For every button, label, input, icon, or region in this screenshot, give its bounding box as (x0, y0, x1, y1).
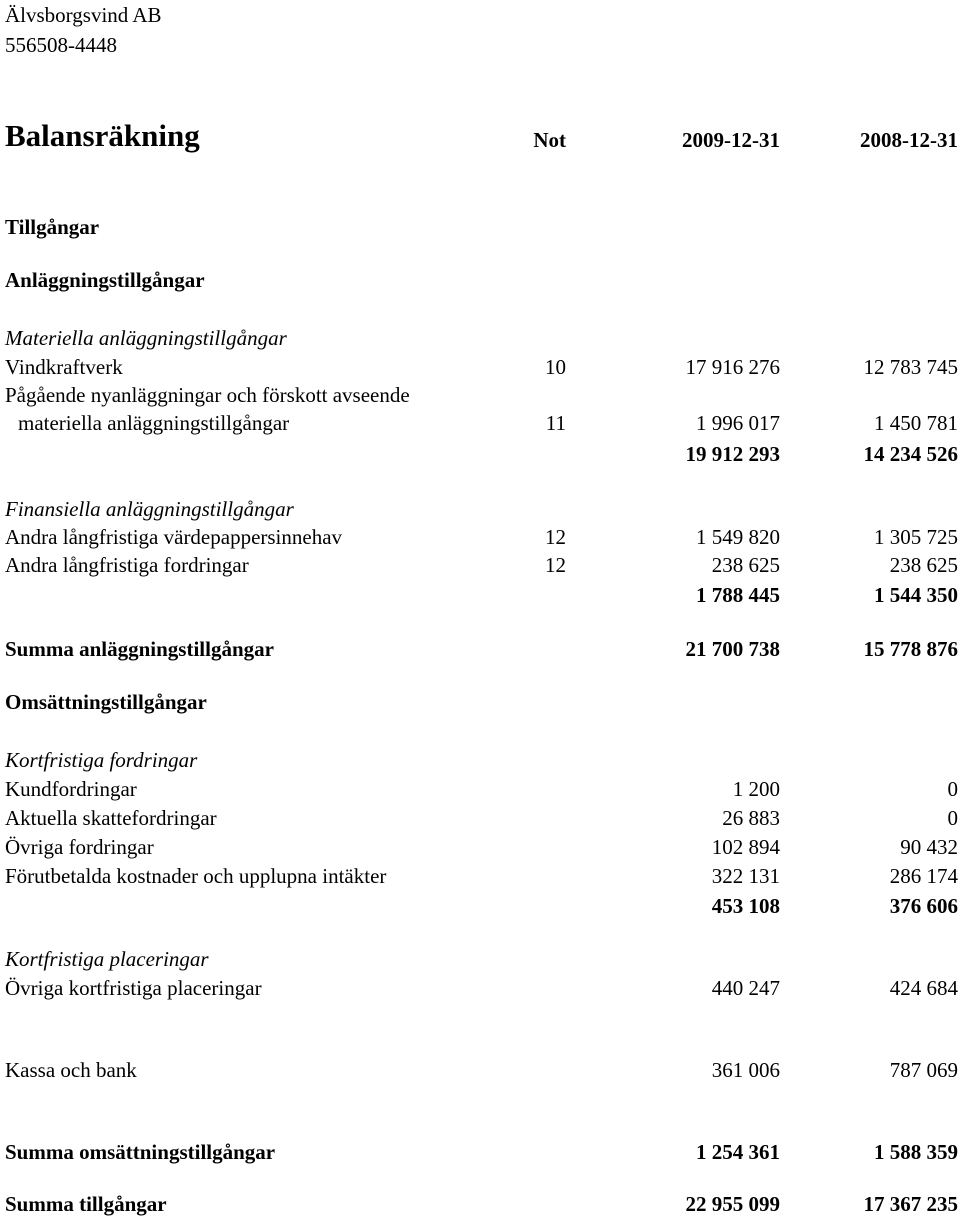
total-anlaggning-2009: 21 700 738 (685, 637, 780, 661)
row-ovriga-placeringar-label: Övriga kortfristiga placeringar (5, 976, 262, 1000)
total-anlaggning-2008: 15 778 876 (863, 637, 958, 661)
row-vindkraftverk-label: Vindkraftverk (5, 355, 123, 379)
column-header-not: Not (533, 128, 566, 152)
row-pagaende-note: 11 (545, 411, 566, 435)
row-kassa-2009: 361 006 (711, 1058, 780, 1082)
row-skattefordringar-label: Aktuella skattefordringar (5, 806, 217, 830)
subtotal-finansiella-2008: 1 544 350 (874, 583, 958, 607)
page-title: Balansräkning (5, 118, 200, 153)
row-ovriga-fordringar-label: Övriga fordringar (5, 835, 154, 859)
row-forutbetalda-2009: 322 131 (711, 864, 780, 888)
row-ovriga-placeringar-2009: 440 247 (711, 976, 780, 1000)
company-name: Älvsborgsvind AB (5, 3, 162, 27)
row-pagaende-label-1: Pågående nyanläggningar och förskott avseende (5, 383, 410, 407)
subtotal-kortfristiga-fordringar-2008: 376 606 (889, 894, 958, 918)
row-forutbetalda-label: Förutbetalda kostnader och upplupna intäkter (5, 864, 387, 888)
row-vindkraftverk-note: 10 (545, 355, 566, 379)
row-pagaende-label-2: materiella anläggningstillgångar (18, 411, 290, 435)
row-fordringar-lang-2008: 238 625 (889, 553, 958, 577)
section-anlaggningstillgangar: Anläggningstillgångar (5, 268, 205, 292)
total-tillgangar-label: Summa tillgångar (5, 1192, 167, 1216)
total-tillgangar-2008: 17 367 235 (863, 1192, 958, 1216)
subsection-materiella: Materiella anläggningstillgångar (5, 326, 287, 350)
row-forutbetalda-2008: 286 174 (889, 864, 958, 888)
org-number: 556508-4448 (5, 33, 117, 57)
total-omsattning-2009: 1 254 361 (696, 1140, 780, 1164)
row-pagaende-2009: 1 996 017 (696, 411, 780, 435)
subtotal-materiella-2009: 19 912 293 (685, 442, 780, 466)
column-header-2009: 2009-12-31 (682, 128, 780, 152)
row-ovriga-placeringar-2008: 424 684 (889, 976, 958, 1000)
section-tillgangar: Tillgångar (5, 215, 100, 239)
subsection-kortfristiga-placeringar: Kortfristiga placeringar (5, 947, 209, 971)
row-vardepapper-note: 12 (545, 525, 566, 549)
row-kundfordringar-2008: 0 (947, 777, 958, 801)
subtotal-kortfristiga-fordringar-2009: 453 108 (711, 894, 780, 918)
total-anlaggning-label: Summa anläggningstillgångar (5, 637, 274, 661)
row-skattefordringar-2008: 0 (947, 806, 958, 830)
subsection-kortfristiga-fordringar: Kortfristiga fordringar (5, 748, 198, 772)
row-vardepapper-label: Andra långfristiga värdepappersinnehav (5, 525, 343, 549)
row-vardepapper-2009: 1 549 820 (696, 525, 780, 549)
row-vindkraftverk-2008: 12 783 745 (863, 355, 958, 379)
column-header-2008: 2008-12-31 (860, 128, 958, 152)
row-vardepapper-2008: 1 305 725 (874, 525, 958, 549)
row-kassa-label: Kassa och bank (5, 1058, 137, 1082)
row-fordringar-lang-note: 12 (545, 553, 566, 577)
row-pagaende-2008: 1 450 781 (874, 411, 958, 435)
row-kundfordringar-2009: 1 200 (732, 777, 780, 801)
row-fordringar-lang-2009: 238 625 (711, 553, 780, 577)
subtotal-materiella-2008: 14 234 526 (863, 442, 958, 466)
total-omsattning-2008: 1 588 359 (874, 1140, 958, 1164)
row-fordringar-lang-label: Andra långfristiga fordringar (5, 553, 249, 577)
row-kassa-2008: 787 069 (889, 1058, 958, 1082)
row-skattefordringar-2009: 26 883 (722, 806, 780, 830)
total-tillgangar-2009: 22 955 099 (685, 1192, 780, 1216)
row-ovriga-fordringar-2008: 90 432 (900, 835, 958, 859)
row-kundfordringar-label: Kundfordringar (5, 777, 137, 801)
subsection-finansiella: Finansiella anläggningstillgångar (5, 497, 294, 521)
section-omsattningstillgangar: Omsättningstillgångar (5, 690, 207, 714)
total-omsattning-label: Summa omsättningstillgångar (5, 1140, 276, 1164)
row-vindkraftverk-2009: 17 916 276 (685, 355, 780, 379)
subtotal-finansiella-2009: 1 788 445 (696, 583, 780, 607)
row-ovriga-fordringar-2009: 102 894 (711, 835, 780, 859)
